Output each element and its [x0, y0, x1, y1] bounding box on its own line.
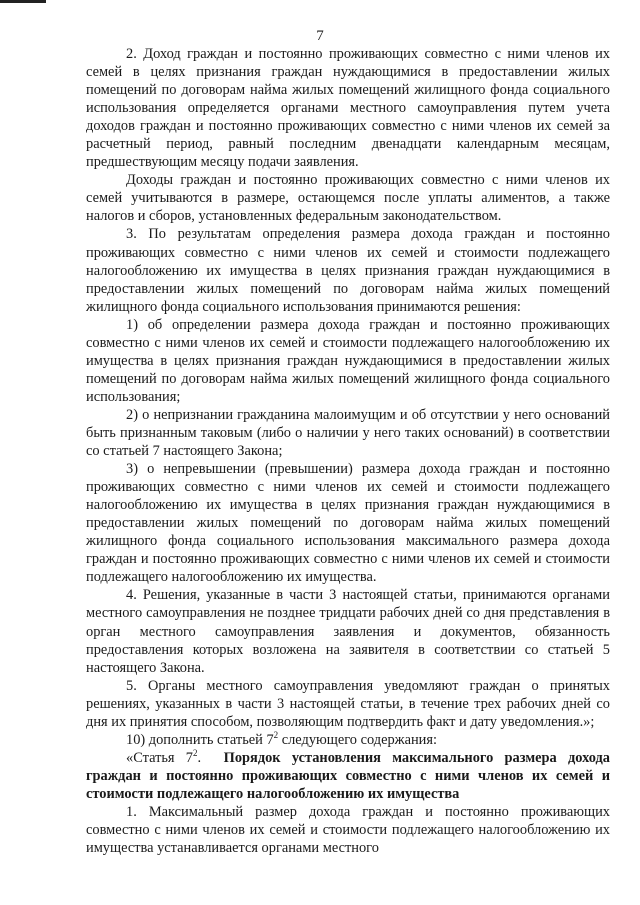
paragraph-decisions-intro: 3. По результатам определения размера дохода граждан и постоянно проживающих совместно с ними членов их семей и стоимости подлежащего налогообложению их имущества в целях признания граждан нуждающимися в предоставлении жилых помещений по договорам найма жилых помещений жилищного фонда социального использования принимаются решения: — [86, 226, 610, 315]
paragraph-decision-2: 2) о непризнании гражданина малоимущим и об отсутствии у него оснований быть признанным таковым (либо о наличии у него таких оснований) в соответствии со статьей 7 настоящего Закона; — [86, 406, 610, 460]
scan-edge-mark — [0, 0, 46, 3]
article-number: «Статья 7 — [126, 749, 194, 766]
article-heading — [86, 749, 610, 803]
paragraph-income-after-alimony: Доходы граждан и постоянно проживающих совместно с ними членов их семей учитываются в размере, остающемся после уплаты алиментов, а также налогов и сборов, установленных федеральным законодательством. — [86, 172, 610, 225]
item-10-text: 10) дополнить статьей 7 — [126, 731, 274, 748]
article-superscript: 2 — [193, 748, 198, 759]
page-number: 7 — [316, 28, 324, 44]
article-title: Порядок установления максимального размера дохода граждан и постоянно проживающих совместно с ними членов их семей и стоимости подлежащего налогообложению их имущества — [86, 749, 610, 802]
paragraph-article-part-1: 1. Максимальный размер дохода граждан и постоянно проживающих совместно с ними членов их семей и стоимости подлежащего налогообложению их имущества устанавливается органами местного — [86, 803, 610, 857]
paragraph-part-4: 4. Решения, указанные в части 3 настоящей статьи, принимаются органами местного самоуправления не позднее тридцати рабочих дней со дня представления в орган местного самоуправления заявления и документов, обязанность предоставления которых возложена на заявителя в соответствии со статьей 5 настоящего Закона. — [86, 587, 610, 676]
item-10-text-end: следующего содержания: — [278, 731, 437, 748]
item-10-superscript: 2 — [273, 729, 279, 740]
paragraph-income-definition: 2. Доход граждан и постоянно проживающих совместно с ними членов их семей в целях признания граждан нуждающимися в предоставлении жилых помещений по договорам найма жилых помещений жилищного фонда социального использования определяется органами местного самоуправления путем учета доходов граждан и постоянно проживающих совместно с ними членов их семей за расчетный период, равный последним двенадцати календарным месяцам, предшествующим месяцу подачи заявления. — [86, 46, 610, 171]
paragraph-decision-3: 3) о непревышении (превышении) размера дохода граждан и постоянно проживающих совместно с ними членов их семей и стоимости подлежащего налогообложению их имущества в целях признания граждан нуждающимися в предоставлении жилых помещений по договорам найма жилых помещений жилищного фонда социального использования максимального размера дохода граждан и постоянно проживающих совместно с ними членов их семей и стоимости подлежащего налогообложению их имущества. — [86, 461, 610, 586]
paragraph-decision-1: 1) об определении размера дохода граждан и постоянно проживающих совместно с ними членов их семей и стоимости подлежащего налогообложению их имущества в целях признания граждан нуждающимися в предоставлении жилых помещений по договорам найма жилых помещений жилищного фонда социального использования; — [86, 316, 610, 405]
document-body — [86, 45, 610, 857]
paragraph-item-10 — [86, 731, 610, 749]
paragraph-part-5: 5. Органы местного самоуправления уведомляют граждан о принятых решениях, указанных в части 3 настоящей статьи, в течение трех рабочих дней со дня их принятия способом, позволяющим подтвердить факт и дату уведомления.»; — [86, 677, 610, 730]
article-number-dot: . — [197, 749, 202, 766]
